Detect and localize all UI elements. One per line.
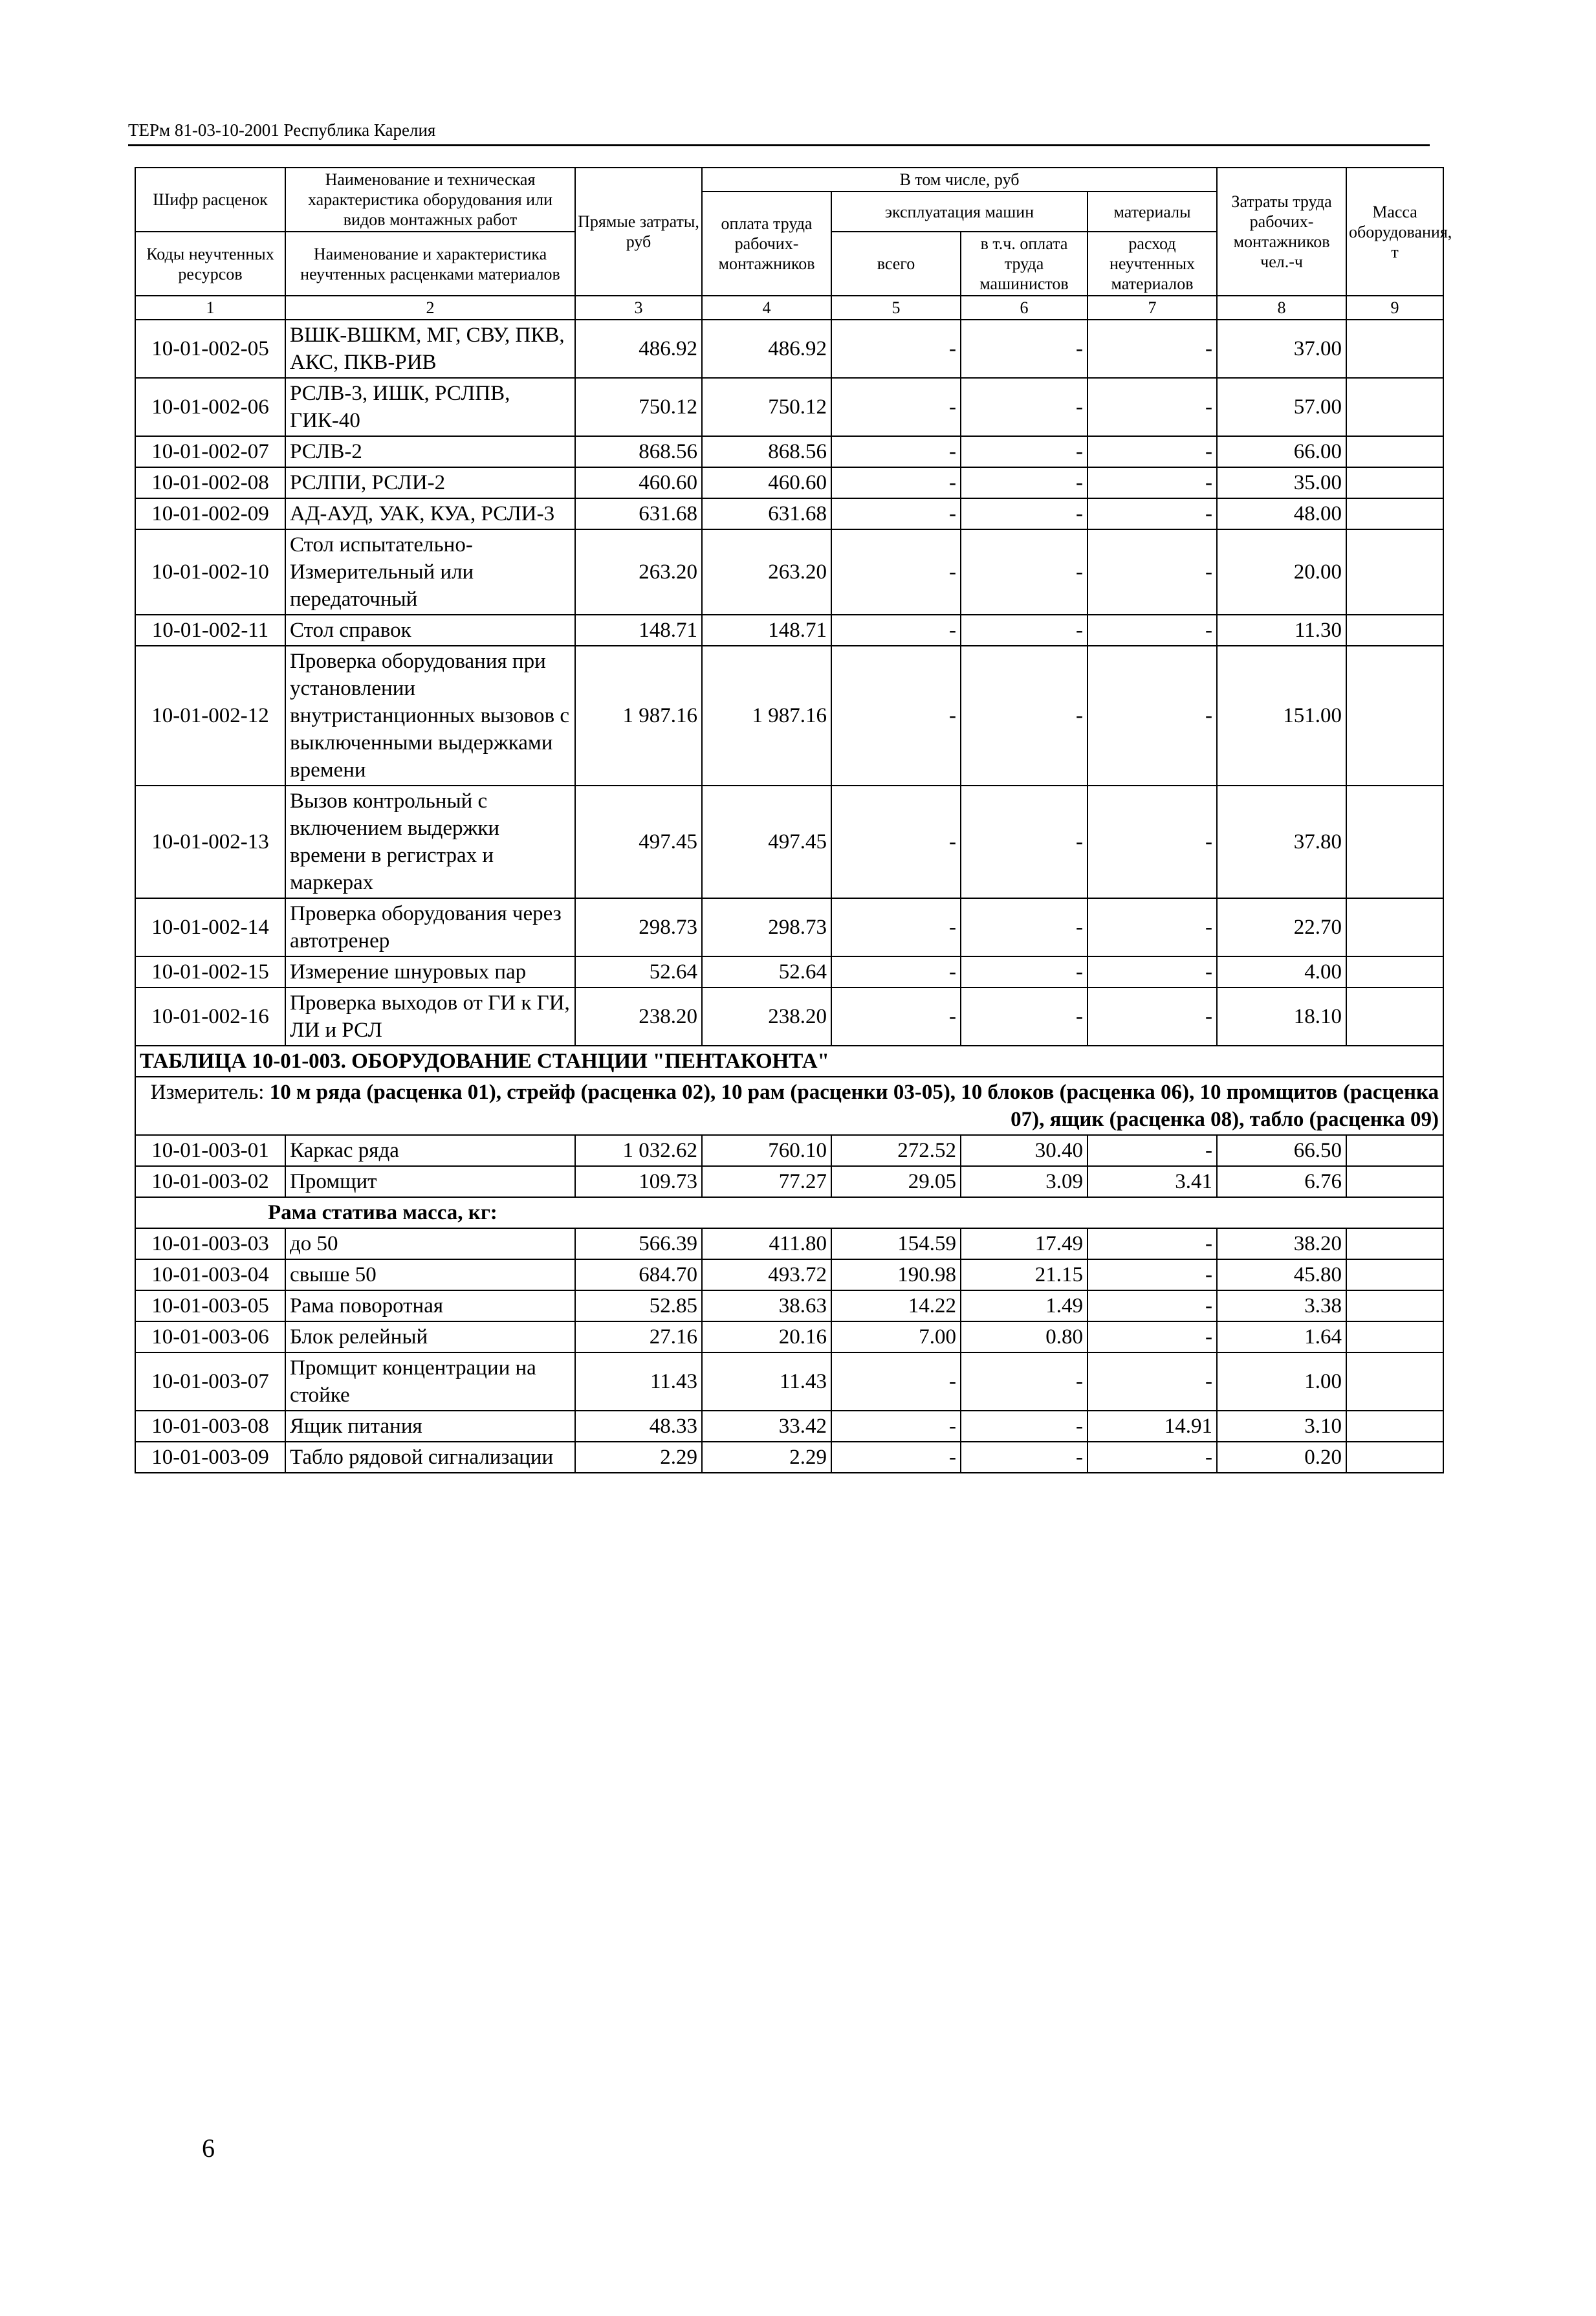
labor-pay-cell: 631.68 — [702, 498, 831, 529]
table-row — [135, 467, 1443, 498]
labor-pay-cell: 148.71 — [702, 615, 831, 646]
direct-costs-cell: 566.39 — [575, 1228, 702, 1259]
column-numbers-row — [135, 296, 1443, 320]
machine-labor-cell: - — [961, 1352, 1088, 1411]
item-name-cell: Измерение шнуровых пар — [285, 956, 575, 987]
page-number: 6 — [202, 2134, 215, 2163]
item-name-cell: Блок релейный — [285, 1321, 575, 1352]
labor-hours-cell: 151.00 — [1217, 646, 1346, 786]
direct-costs-cell: 238.20 — [575, 987, 702, 1046]
direct-costs-cell: 52.64 — [575, 956, 702, 987]
direct-costs-cell: 11.43 — [575, 1352, 702, 1411]
machine-labor-cell: - — [961, 646, 1088, 786]
table-row — [135, 529, 1443, 615]
machine-labor-cell: - — [961, 436, 1088, 467]
item-name-cell: Каркас ряда — [285, 1135, 575, 1166]
rates-table — [135, 167, 1452, 1473]
labor-pay-cell: 33.42 — [702, 1411, 831, 1442]
item-name-cell: до 50 — [285, 1228, 575, 1259]
machine-labor-cell: 17.49 — [961, 1228, 1088, 1259]
machine-labor-cell: - — [961, 615, 1088, 646]
materials-cell: - — [1088, 1135, 1217, 1166]
item-name-cell: Стол справок — [285, 615, 575, 646]
machine-total-cell: 14.22 — [831, 1290, 961, 1321]
item-name-cell: РСЛВ-3, ИШК, РСЛПВ, ГИК-40 — [285, 378, 575, 436]
direct-costs-cell: 27.16 — [575, 1321, 702, 1352]
direct-costs-cell: 486.92 — [575, 320, 702, 378]
item-name-cell: Рама поворотная — [285, 1290, 575, 1321]
table-row — [135, 378, 1443, 436]
machine-total-cell: - — [831, 615, 961, 646]
materials-cell: 14.91 — [1088, 1411, 1217, 1442]
item-name-cell: Промщит концентрации на стойке — [285, 1352, 575, 1411]
materials-cell: - — [1088, 320, 1217, 378]
equip-mass-cell — [1346, 320, 1443, 378]
labor-hours-cell: 20.00 — [1217, 529, 1346, 615]
header-code: Шифр расценок — [135, 168, 285, 232]
rate-code-cell: 10-01-002-16 — [135, 987, 285, 1046]
equip-mass-cell — [1346, 956, 1443, 987]
rate-code-cell: 10-01-002-07 — [135, 436, 285, 467]
direct-costs-cell: 48.33 — [575, 1411, 702, 1442]
labor-hours-cell: 22.70 — [1217, 898, 1346, 956]
direct-costs-cell: 750.12 — [575, 378, 702, 436]
materials-cell: - — [1088, 646, 1217, 786]
item-name-cell: свыше 50 — [285, 1259, 575, 1290]
machine-total-cell: - — [831, 467, 961, 498]
equip-mass-cell — [1346, 1411, 1443, 1442]
materials-cell: - — [1088, 956, 1217, 987]
table-body-002 — [135, 320, 1443, 1046]
equip-mass-cell — [1346, 1166, 1443, 1197]
machine-total-cell: - — [831, 436, 961, 467]
materials-cell: - — [1088, 378, 1217, 436]
rate-code-cell: 10-01-003-04 — [135, 1259, 285, 1290]
rate-code-cell: 10-01-002-14 — [135, 898, 285, 956]
equip-mass-cell — [1346, 898, 1443, 956]
labor-pay-cell: 868.56 — [702, 436, 831, 467]
labor-pay-cell: 1 987.16 — [702, 646, 831, 786]
rate-code-cell: 10-01-002-06 — [135, 378, 285, 436]
equip-mass-cell — [1346, 1228, 1443, 1259]
header-machine-labor: в т.ч. оплата труда машинистов — [961, 232, 1088, 296]
column-number: 5 — [831, 296, 961, 320]
direct-costs-cell: 1 032.62 — [575, 1135, 702, 1166]
materials-cell: - — [1088, 529, 1217, 615]
machine-total-cell: - — [831, 378, 961, 436]
direct-costs-cell: 1 987.16 — [575, 646, 702, 786]
materials-cell: - — [1088, 1321, 1217, 1352]
header-materials-extra: расход неучтенных материалов — [1088, 232, 1217, 296]
item-name-cell: Промщит — [285, 1166, 575, 1197]
equip-mass-cell — [1346, 1135, 1443, 1166]
rate-code-cell: 10-01-002-15 — [135, 956, 285, 987]
labor-pay-cell: 497.45 — [702, 786, 831, 898]
labor-pay-cell: 38.63 — [702, 1290, 831, 1321]
direct-costs-cell: 684.70 — [575, 1259, 702, 1290]
rate-code-cell: 10-01-003-08 — [135, 1411, 285, 1442]
table-body-003b — [135, 1228, 1443, 1473]
machine-total-cell: - — [831, 987, 961, 1046]
direct-costs-cell: 2.29 — [575, 1442, 702, 1473]
machine-labor-cell: - — [961, 898, 1088, 956]
equip-mass-cell — [1346, 786, 1443, 898]
materials-cell: - — [1088, 615, 1217, 646]
rate-code-cell: 10-01-003-06 — [135, 1321, 285, 1352]
table-row — [135, 646, 1443, 786]
materials-cell: - — [1088, 1228, 1217, 1259]
direct-costs-cell: 460.60 — [575, 467, 702, 498]
materials-cell: - — [1088, 1290, 1217, 1321]
table-row — [135, 1411, 1443, 1442]
section-title: ТАБЛИЦА 10-01-003. ОБОРУДОВАНИЕ СТАНЦИИ "ПЕНТАКОНТА" — [135, 1046, 1443, 1077]
materials-cell: - — [1088, 1442, 1217, 1473]
machine-total-cell: 154.59 — [831, 1228, 961, 1259]
labor-pay-cell: 11.43 — [702, 1352, 831, 1411]
labor-pay-cell: 493.72 — [702, 1259, 831, 1290]
header-direct-costs: Прямые затраты, руб — [575, 168, 702, 296]
table-row — [135, 956, 1443, 987]
machine-labor-cell: - — [961, 378, 1088, 436]
labor-hours-cell: 4.00 — [1217, 956, 1346, 987]
rate-code-cell: 10-01-002-09 — [135, 498, 285, 529]
item-name-cell: РСЛПИ, РСЛИ-2 — [285, 467, 575, 498]
machine-total-cell: - — [831, 898, 961, 956]
header-labor-pay: оплата труда рабочих-монтажников — [702, 192, 831, 296]
labor-hours-cell: 1.00 — [1217, 1352, 1346, 1411]
item-name-cell: Проверка оборудования через автотренер — [285, 898, 575, 956]
machine-labor-cell: - — [961, 786, 1088, 898]
equip-mass-cell — [1346, 1290, 1443, 1321]
machine-total-cell: - — [831, 1352, 961, 1411]
equip-mass-cell — [1346, 1352, 1443, 1411]
labor-pay-cell: 2.29 — [702, 1442, 831, 1473]
direct-costs-cell: 298.73 — [575, 898, 702, 956]
column-number: 2 — [285, 296, 575, 320]
direct-costs-cell: 52.85 — [575, 1290, 702, 1321]
machine-labor-cell: - — [961, 320, 1088, 378]
header-machine-op: эксплуатация машин — [831, 192, 1088, 232]
column-number: 1 — [135, 296, 285, 320]
header-machine-total: всего — [831, 232, 961, 296]
item-name-cell: Стол испытательно-Измерительный или передаточный — [285, 529, 575, 615]
machine-total-cell: 29.05 — [831, 1166, 961, 1197]
direct-costs-cell: 109.73 — [575, 1166, 702, 1197]
machine-labor-cell: - — [961, 529, 1088, 615]
rate-code-cell: 10-01-002-13 — [135, 786, 285, 898]
labor-hours-cell: 48.00 — [1217, 498, 1346, 529]
item-name-cell: АД-АУД, УАК, КУА, РСЛИ-3 — [285, 498, 575, 529]
labor-hours-cell: 57.00 — [1217, 378, 1346, 436]
labor-hours-cell: 18.10 — [1217, 987, 1346, 1046]
labor-pay-cell: 486.92 — [702, 320, 831, 378]
equip-mass-cell — [1346, 378, 1443, 436]
table-row — [135, 786, 1443, 898]
labor-hours-cell: 38.20 — [1217, 1228, 1346, 1259]
equip-mass-cell — [1346, 498, 1443, 529]
equip-mass-cell — [1346, 646, 1443, 786]
equip-mass-cell — [1346, 1321, 1443, 1352]
labor-hours-cell: 37.00 — [1217, 320, 1346, 378]
labor-hours-cell: 45.80 — [1217, 1259, 1346, 1290]
rate-code-cell: 10-01-002-12 — [135, 646, 285, 786]
machine-total-cell: 272.52 — [831, 1135, 961, 1166]
header-resource-names: Наименование и характеристика неучтенных расценками материалов — [285, 232, 575, 296]
item-name-cell: Проверка выходов от ГИ к ГИ, ЛИ и РСЛ — [285, 987, 575, 1046]
materials-cell: - — [1088, 786, 1217, 898]
header-labor-costs: Затраты труда рабочих-монтажников чел.-ч — [1217, 168, 1346, 296]
labor-hours-cell: 1.64 — [1217, 1321, 1346, 1352]
machine-total-cell: - — [831, 956, 961, 987]
table-row — [135, 1352, 1443, 1411]
column-number: 4 — [702, 296, 831, 320]
column-number: 9 — [1346, 296, 1443, 320]
rate-code-cell: 10-01-003-09 — [135, 1442, 285, 1473]
table-row — [135, 615, 1443, 646]
table-row — [135, 987, 1443, 1046]
labor-pay-cell: 52.64 — [702, 956, 831, 987]
column-number: 7 — [1088, 296, 1217, 320]
rate-code-cell: 10-01-002-10 — [135, 529, 285, 615]
table-row — [135, 498, 1443, 529]
machine-total-cell: 7.00 — [831, 1321, 961, 1352]
item-name-cell: Табло рядовой сигнализации — [285, 1442, 575, 1473]
machine-total-cell: - — [831, 320, 961, 378]
materials-cell: - — [1088, 1352, 1217, 1411]
machine-labor-cell: 0.80 — [961, 1321, 1088, 1352]
header-incl-rub: В том числе, руб — [702, 168, 1217, 192]
machine-labor-cell: - — [961, 987, 1088, 1046]
direct-costs-cell: 148.71 — [575, 615, 702, 646]
table-row — [135, 1166, 1443, 1197]
direct-costs-cell: 631.68 — [575, 498, 702, 529]
labor-pay-cell: 750.12 — [702, 378, 831, 436]
labor-hours-cell: 3.10 — [1217, 1411, 1346, 1442]
header-name: Наименование и техническая характеристика оборудования или видов монтажных работ — [285, 168, 575, 232]
table-header — [135, 168, 1452, 320]
labor-pay-cell: 460.60 — [702, 467, 831, 498]
header-equip-mass: Масса оборудования, т — [1346, 168, 1443, 296]
item-name-cell: РСЛВ-2 — [285, 436, 575, 467]
machine-total-cell: - — [831, 646, 961, 786]
table-row — [135, 1321, 1443, 1352]
materials-cell: - — [1088, 498, 1217, 529]
materials-cell: - — [1088, 987, 1217, 1046]
labor-hours-cell: 0.20 — [1217, 1442, 1346, 1473]
item-name-cell: Проверка оборудования при установлении внутристанционных вызовов с выключенными выдержками времени — [285, 646, 575, 786]
item-name-cell: ВШК-ВШКМ, МГ, СВУ, ПКВ, АКС, ПКВ-РИВ — [285, 320, 575, 378]
machine-labor-cell: - — [961, 956, 1088, 987]
header-resource-codes: Коды неучтенных ресурсов — [135, 232, 285, 296]
machine-labor-cell: - — [961, 1442, 1088, 1473]
equip-mass-cell — [1346, 1442, 1443, 1473]
equip-mass-cell — [1346, 1259, 1443, 1290]
machine-labor-cell: 1.49 — [961, 1290, 1088, 1321]
labor-pay-cell: 411.80 — [702, 1228, 831, 1259]
labor-hours-cell: 66.00 — [1217, 436, 1346, 467]
machine-labor-cell: 21.15 — [961, 1259, 1088, 1290]
equip-mass-cell — [1346, 987, 1443, 1046]
machine-total-cell: - — [831, 529, 961, 615]
labor-pay-cell: 238.20 — [702, 987, 831, 1046]
machine-total-cell: - — [831, 1442, 961, 1473]
subheading-block — [135, 1197, 1443, 1228]
item-name-cell: Ящик питания — [285, 1411, 575, 1442]
machine-total-cell: - — [831, 786, 961, 898]
table-row — [135, 1259, 1443, 1290]
machine-total-cell: 190.98 — [831, 1259, 961, 1290]
rate-code-cell: 10-01-003-02 — [135, 1166, 285, 1197]
materials-cell: 3.41 — [1088, 1166, 1217, 1197]
equip-mass-cell — [1346, 615, 1443, 646]
column-number: 6 — [961, 296, 1088, 320]
equip-mass-cell — [1346, 529, 1443, 615]
machine-labor-cell: - — [961, 1411, 1088, 1442]
table-row — [135, 1135, 1443, 1166]
machine-labor-cell: 3.09 — [961, 1166, 1088, 1197]
labor-hours-cell: 35.00 — [1217, 467, 1346, 498]
equip-mass-cell — [1346, 467, 1443, 498]
labor-pay-cell: 263.20 — [702, 529, 831, 615]
direct-costs-cell: 868.56 — [575, 436, 702, 467]
labor-pay-cell: 77.27 — [702, 1166, 831, 1197]
labor-pay-cell: 760.10 — [702, 1135, 831, 1166]
rate-code-cell: 10-01-003-05 — [135, 1290, 285, 1321]
direct-costs-cell: 263.20 — [575, 529, 702, 615]
column-number: 3 — [575, 296, 702, 320]
table-row — [135, 320, 1443, 378]
rate-code-cell: 10-01-002-05 — [135, 320, 285, 378]
table-body-003a — [135, 1135, 1443, 1197]
page-header: ТЕРм 81-03-10-2001 Республика Карелия — [128, 120, 1430, 146]
direct-costs-cell: 497.45 — [575, 786, 702, 898]
labor-hours-cell: 11.30 — [1217, 615, 1346, 646]
labor-hours-cell: 6.76 — [1217, 1166, 1346, 1197]
table-row — [135, 1228, 1443, 1259]
labor-hours-cell: 3.38 — [1217, 1290, 1346, 1321]
rate-code-cell: 10-01-003-07 — [135, 1352, 285, 1411]
equip-mass-cell — [1346, 436, 1443, 467]
subheading: Рама статива масса, кг: — [135, 1197, 1443, 1228]
labor-hours-cell: 66.50 — [1217, 1135, 1346, 1166]
rate-code-cell: 10-01-002-08 — [135, 467, 285, 498]
materials-cell: - — [1088, 436, 1217, 467]
rate-code-cell: 10-01-003-03 — [135, 1228, 285, 1259]
section-003-header — [135, 1046, 1443, 1135]
rate-code-cell: 10-01-003-01 — [135, 1135, 285, 1166]
machine-total-cell: - — [831, 1411, 961, 1442]
materials-cell: - — [1088, 467, 1217, 498]
measure-label: Измеритель: — [150, 1081, 265, 1104]
labor-hours-cell: 37.80 — [1217, 786, 1346, 898]
measure-text: 10 м ряда (расценка 01), стрейф (расценка 02), 10 рам (расценки 03-05), 10 блоков (расценка 06), 10 промщитов (расценка 07), ящик (расценка 08), табло (расценка 09) — [269, 1081, 1439, 1131]
section-measure — [135, 1077, 1443, 1135]
table-row — [135, 1442, 1443, 1473]
machine-labor-cell: 30.40 — [961, 1135, 1088, 1166]
table-row — [135, 1290, 1443, 1321]
labor-pay-cell: 298.73 — [702, 898, 831, 956]
table-row — [135, 436, 1443, 467]
item-name-cell: Вызов контрольный с включением выдержки времени в регистрах и маркерах — [285, 786, 575, 898]
labor-pay-cell: 20.16 — [702, 1321, 831, 1352]
materials-cell: - — [1088, 898, 1217, 956]
column-number: 8 — [1217, 296, 1346, 320]
machine-labor-cell: - — [961, 467, 1088, 498]
machine-labor-cell: - — [961, 498, 1088, 529]
materials-cell: - — [1088, 1259, 1217, 1290]
table-row — [135, 898, 1443, 956]
rate-code-cell: 10-01-002-11 — [135, 615, 285, 646]
machine-total-cell: - — [831, 498, 961, 529]
header-materials: материалы — [1088, 192, 1217, 232]
